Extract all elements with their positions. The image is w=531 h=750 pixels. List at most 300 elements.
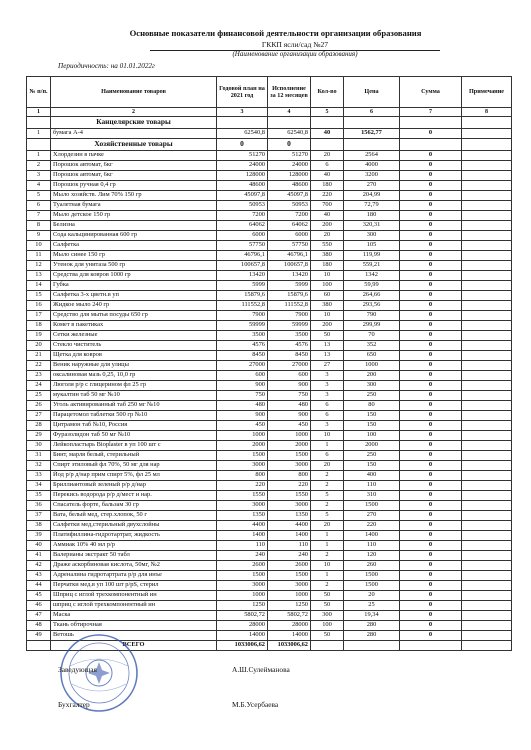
section-label: Хозяйственные товары bbox=[51, 139, 217, 151]
row-number: 3 bbox=[27, 171, 51, 181]
row-note bbox=[462, 391, 512, 401]
row-sum: 0 bbox=[400, 191, 462, 201]
row-sum: 0 bbox=[400, 171, 462, 181]
row-price: 150 bbox=[344, 421, 400, 431]
column-number: 2 bbox=[51, 108, 217, 117]
row-price: 1342 bbox=[344, 271, 400, 281]
total-number bbox=[27, 641, 51, 651]
section-row-stationery bbox=[27, 117, 512, 129]
row-price: 110 bbox=[344, 481, 400, 491]
header-sum: Сумма bbox=[400, 77, 462, 108]
row-price: 300 bbox=[344, 381, 400, 391]
row-number: 34 bbox=[27, 481, 51, 491]
row-plan: 4400 bbox=[217, 521, 268, 531]
row-quantity: 1 bbox=[311, 541, 344, 551]
row-note bbox=[462, 541, 512, 551]
row-price: 200 bbox=[344, 371, 400, 381]
row-name: Веник наружные для улицы bbox=[51, 361, 217, 371]
row-execution: 1000 bbox=[268, 431, 311, 441]
row-plan: 110 bbox=[217, 541, 268, 551]
row-price: 220 bbox=[344, 521, 400, 531]
row-number: 15 bbox=[27, 291, 51, 301]
row-plan: 1500 bbox=[217, 451, 268, 461]
row-quantity: 1 bbox=[311, 441, 344, 451]
row-price: 559,21 bbox=[344, 261, 400, 271]
row-plan: 6000 bbox=[217, 231, 268, 241]
row-note bbox=[462, 441, 512, 451]
row-name: Порошок автомат, 6кг bbox=[51, 171, 217, 181]
row-sum: 0 bbox=[400, 211, 462, 221]
table-row bbox=[27, 231, 512, 241]
header-execution: Исполнение за 12 месяцев bbox=[268, 77, 311, 108]
row-note bbox=[462, 511, 512, 521]
table-row bbox=[27, 621, 512, 631]
row-execution: 4576 bbox=[268, 341, 311, 351]
row-number: 42 bbox=[27, 561, 51, 571]
row-number: 22 bbox=[27, 361, 51, 371]
row-note bbox=[462, 611, 512, 621]
row-number: 49 bbox=[27, 631, 51, 641]
row-price: 260 bbox=[344, 561, 400, 571]
row-number: 20 bbox=[27, 341, 51, 351]
signature-role-head: Заведующая bbox=[58, 665, 97, 674]
section-plan: 0 bbox=[217, 139, 268, 151]
row-execution: 220 bbox=[268, 481, 311, 491]
row-execution: 1500 bbox=[268, 571, 311, 581]
row-note bbox=[462, 491, 512, 501]
row-execution: 13420 bbox=[268, 271, 311, 281]
row-number: 19 bbox=[27, 331, 51, 341]
row-quantity: 2 bbox=[311, 481, 344, 491]
row-price: 1400 bbox=[344, 531, 400, 541]
row-quantity: 300 bbox=[311, 611, 344, 621]
row-execution: 7900 bbox=[268, 311, 311, 321]
total-label: ВСЕГО bbox=[51, 641, 217, 651]
row-plan: 1550 bbox=[217, 491, 268, 501]
row-price: 80 bbox=[344, 401, 400, 411]
row-name: Уголь активированный таб 250 мг №10 bbox=[51, 401, 217, 411]
row-quantity: 2 bbox=[311, 551, 344, 561]
row-execution: 24000 bbox=[268, 161, 311, 171]
row-execution: 900 bbox=[268, 381, 311, 391]
row-price: 250 bbox=[344, 391, 400, 401]
row-number: 48 bbox=[27, 621, 51, 631]
total-plan: 1033006,62 bbox=[217, 641, 268, 651]
header-plan: Годовой план на 2021 год bbox=[217, 77, 268, 108]
row-quantity: 10 bbox=[311, 431, 344, 441]
table-row bbox=[27, 561, 512, 571]
row-plan: 1350 bbox=[217, 511, 268, 521]
row-quantity: 3 bbox=[311, 371, 344, 381]
row-sum: 0 bbox=[400, 631, 462, 641]
row-price: 119,99 bbox=[344, 251, 400, 261]
table-row bbox=[27, 201, 512, 211]
row-plan: 3000 bbox=[217, 581, 268, 591]
row-note bbox=[462, 471, 512, 481]
total-execution: 1033006,62 bbox=[268, 641, 311, 651]
row-plan: 13420 bbox=[217, 271, 268, 281]
row-note bbox=[462, 591, 512, 601]
row-price: 320,31 bbox=[344, 221, 400, 231]
row-name: Салфетка 3-х цветн.в уп bbox=[51, 291, 217, 301]
table-row bbox=[27, 391, 512, 401]
row-sum: 0 bbox=[400, 351, 462, 361]
row-note bbox=[462, 311, 512, 321]
header-price: Цена bbox=[344, 77, 400, 108]
row-quantity: 200 bbox=[311, 321, 344, 331]
row-sum: 0 bbox=[400, 441, 462, 451]
row-number: 18 bbox=[27, 321, 51, 331]
row-plan: 900 bbox=[217, 411, 268, 421]
row-execution: 600 bbox=[268, 371, 311, 381]
row-plan: 240 bbox=[217, 551, 268, 561]
row-number: 40 bbox=[27, 541, 51, 551]
row-price: 270 bbox=[344, 181, 400, 191]
row-sum: 0 bbox=[400, 321, 462, 331]
row-plan: 750 bbox=[217, 391, 268, 401]
row-number: 21 bbox=[27, 351, 51, 361]
row-quantity: 50 bbox=[311, 631, 344, 641]
row-number: 13 bbox=[27, 271, 51, 281]
row-name: Хлордезин в пачке bbox=[51, 151, 217, 161]
row-number: 37 bbox=[27, 511, 51, 521]
row-note bbox=[462, 411, 512, 421]
row-sum: 0 bbox=[400, 551, 462, 561]
row-note bbox=[462, 181, 512, 191]
row-plan: 1400 bbox=[217, 531, 268, 541]
row-name: Утенок для унитаза 500 гр bbox=[51, 261, 217, 271]
row-number: 10 bbox=[27, 241, 51, 251]
row-price: 25 bbox=[344, 601, 400, 611]
row-number: 38 bbox=[27, 521, 51, 531]
row-execution: 128000 bbox=[268, 171, 311, 181]
row-name: Средство для мытья посуды 650 гр bbox=[51, 311, 217, 321]
row-name: Салфетки мед,стерильный двухслойны bbox=[51, 521, 217, 531]
row-sum: 0 bbox=[400, 381, 462, 391]
row-note bbox=[462, 581, 512, 591]
row-sum: 0 bbox=[400, 481, 462, 491]
row-quantity: 180 bbox=[311, 261, 344, 271]
row-sum: 0 bbox=[400, 541, 462, 551]
table-header-row bbox=[27, 77, 512, 108]
row-price: 790 bbox=[344, 311, 400, 321]
row-price: 1500 bbox=[344, 501, 400, 511]
row-sum: 0 bbox=[400, 251, 462, 261]
column-number: 3 bbox=[217, 108, 268, 117]
row-execution: 1550 bbox=[268, 491, 311, 501]
row-sum: 0 bbox=[400, 201, 462, 211]
row-number: 29 bbox=[27, 431, 51, 441]
table-row bbox=[27, 181, 512, 191]
row-sum: 0 bbox=[400, 371, 462, 381]
period-line: Периодичность: на 01.01.2022г bbox=[58, 62, 155, 70]
row-execution: 57750 bbox=[268, 241, 311, 251]
row-sum: 0 bbox=[400, 431, 462, 441]
table-row bbox=[27, 441, 512, 451]
row-plan: 7200 bbox=[217, 211, 268, 221]
row-quantity: 180 bbox=[311, 181, 344, 191]
row-number: 46 bbox=[27, 601, 51, 611]
row-execution: 64062 bbox=[268, 221, 311, 231]
row-note bbox=[462, 281, 512, 291]
row-name: Цитрамон таб №10, Россия bbox=[51, 421, 217, 431]
row-execution: 4400 bbox=[268, 521, 311, 531]
row-quantity: 220 bbox=[311, 191, 344, 201]
row-quantity: 20 bbox=[311, 461, 344, 471]
row-quantity: 6 bbox=[311, 401, 344, 411]
row-number: 9 bbox=[27, 231, 51, 241]
organization-name: ГККП ясли/сад №27 bbox=[150, 40, 440, 51]
row-price: 2564 bbox=[344, 151, 400, 161]
table-row bbox=[27, 361, 512, 371]
row-note bbox=[462, 261, 512, 271]
table-row bbox=[27, 271, 512, 281]
row-plan: 128000 bbox=[217, 171, 268, 181]
row-price: 1500 bbox=[344, 571, 400, 581]
row-name: Спирт этиловый фл 70%, 50 мг для нар bbox=[51, 461, 217, 471]
signature-name-accountant: М.Б.Усербаева bbox=[232, 700, 279, 709]
row-plan: 24000 bbox=[217, 161, 268, 171]
row-number: 24 bbox=[27, 381, 51, 391]
row-note bbox=[462, 551, 512, 561]
row-name: Вата, белый мед, стер.хлопок, 50 г bbox=[51, 511, 217, 521]
row-note bbox=[462, 211, 512, 221]
row-name: Мыло детское 150 гр bbox=[51, 211, 217, 221]
row-price: 70 bbox=[344, 331, 400, 341]
table-row bbox=[27, 151, 512, 161]
row-name: Фуразолидон таб 50 мг №10 bbox=[51, 431, 217, 441]
row-execution: 15879,6 bbox=[268, 291, 311, 301]
row-name: Драже аскорбиновая кислота, 50мг, №2 bbox=[51, 561, 217, 571]
row-price: 300 bbox=[344, 231, 400, 241]
row-quantity: 40 bbox=[311, 211, 344, 221]
table-row bbox=[27, 311, 512, 321]
row-price: 180 bbox=[344, 211, 400, 221]
row-quantity: 1 bbox=[311, 531, 344, 541]
row-quantity: 10 bbox=[311, 271, 344, 281]
row-plan: 3500 bbox=[217, 331, 268, 341]
table-row bbox=[27, 161, 512, 171]
row-quantity: 550 bbox=[311, 241, 344, 251]
row-quantity: 380 bbox=[311, 251, 344, 261]
row-note bbox=[462, 129, 512, 139]
row-name: бумага А-4 bbox=[51, 129, 217, 139]
row-execution: 62540,8 bbox=[268, 129, 311, 139]
row-name: Порошок ручная 0,4 гр bbox=[51, 181, 217, 191]
row-name: Губка bbox=[51, 281, 217, 291]
row-number: 2 bbox=[27, 161, 51, 171]
table-row bbox=[27, 211, 512, 221]
row-note bbox=[462, 431, 512, 441]
table-row bbox=[27, 341, 512, 351]
row-sum: 0 bbox=[400, 281, 462, 291]
table-row bbox=[27, 371, 512, 381]
signature-role-accountant: Бухгалтер bbox=[58, 700, 90, 709]
table-row bbox=[27, 591, 512, 601]
row-plan: 900 bbox=[217, 381, 268, 391]
section-execution: 0 bbox=[268, 139, 311, 151]
row-plan: 14000 bbox=[217, 631, 268, 641]
column-number: 5 bbox=[311, 108, 344, 117]
row-execution: 1000 bbox=[268, 591, 311, 601]
table-row bbox=[27, 491, 512, 501]
row-plan: 450 bbox=[217, 421, 268, 431]
row-number: 35 bbox=[27, 491, 51, 501]
row-sum: 0 bbox=[400, 291, 462, 301]
row-note bbox=[462, 601, 512, 611]
row-execution: 900 bbox=[268, 411, 311, 421]
row-number: 7 bbox=[27, 211, 51, 221]
row-quantity: 20 bbox=[311, 151, 344, 161]
row-sum: 0 bbox=[400, 611, 462, 621]
table-row bbox=[27, 129, 512, 139]
row-number: 47 bbox=[27, 611, 51, 621]
row-sum: 0 bbox=[400, 129, 462, 139]
table-row bbox=[27, 381, 512, 391]
column-number: 7 bbox=[400, 108, 462, 117]
row-execution: 46796,1 bbox=[268, 251, 311, 261]
row-quantity: 40 bbox=[311, 129, 344, 139]
row-sum: 0 bbox=[400, 571, 462, 581]
row-number: 16 bbox=[27, 301, 51, 311]
row-sum: 0 bbox=[400, 311, 462, 321]
row-name: Комет в пакетиках bbox=[51, 321, 217, 331]
row-plan: 45097,8 bbox=[217, 191, 268, 201]
row-name: Щетка для ковров bbox=[51, 351, 217, 361]
row-plan: 5999 bbox=[217, 281, 268, 291]
total-note bbox=[462, 641, 512, 651]
row-name: оксалиновая мазь 0,25, 10,0 гр bbox=[51, 371, 217, 381]
row-note bbox=[462, 561, 512, 571]
row-note bbox=[462, 341, 512, 351]
column-number: 6 bbox=[344, 108, 400, 117]
row-name: Мыло хозяйств. Лим 70% 150 гр bbox=[51, 191, 217, 201]
row-number: 43 bbox=[27, 571, 51, 581]
table-row bbox=[27, 451, 512, 461]
row-price: 299,99 bbox=[344, 321, 400, 331]
signature-name-head: А.Ш.Сулейманова bbox=[232, 665, 290, 674]
financial-table bbox=[26, 76, 512, 651]
total-quantity bbox=[311, 641, 344, 651]
row-name: Парацетомол таблетки 500 гр №10 bbox=[51, 411, 217, 421]
row-number: 28 bbox=[27, 421, 51, 431]
row-quantity: 13 bbox=[311, 341, 344, 351]
row-sum: 0 bbox=[400, 521, 462, 531]
row-price: 120 bbox=[344, 551, 400, 561]
row-name: Валерианы экстракт 50 табл bbox=[51, 551, 217, 561]
row-price: 204,99 bbox=[344, 191, 400, 201]
row-price: 150 bbox=[344, 461, 400, 471]
row-price: 293,56 bbox=[344, 301, 400, 311]
row-sum: 0 bbox=[400, 601, 462, 611]
row-execution: 2600 bbox=[268, 561, 311, 571]
row-sum: 0 bbox=[400, 501, 462, 511]
row-number: 26 bbox=[27, 401, 51, 411]
row-execution: 1250 bbox=[268, 601, 311, 611]
row-name: Мыло синее 150 гр bbox=[51, 251, 217, 261]
row-quantity: 50 bbox=[311, 601, 344, 611]
row-price: 72,79 bbox=[344, 201, 400, 211]
row-plan: 5802,72 bbox=[217, 611, 268, 621]
column-number: 4 bbox=[268, 108, 311, 117]
table-row bbox=[27, 191, 512, 201]
row-quantity: 6 bbox=[311, 161, 344, 171]
table-row bbox=[27, 431, 512, 441]
row-number: 33 bbox=[27, 471, 51, 481]
table-row bbox=[27, 611, 512, 621]
row-number: 1 bbox=[27, 129, 51, 139]
row-quantity: 700 bbox=[311, 201, 344, 211]
row-name: Жидкое мыло 240 гр bbox=[51, 301, 217, 311]
row-name: Лейкопластырь Bioplaster в уп 100 шт с bbox=[51, 441, 217, 451]
row-plan: 4576 bbox=[217, 341, 268, 351]
table-row bbox=[27, 501, 512, 511]
row-note bbox=[462, 201, 512, 211]
row-note bbox=[462, 241, 512, 251]
row-note bbox=[462, 521, 512, 531]
row-plan: 57750 bbox=[217, 241, 268, 251]
table-row bbox=[27, 281, 512, 291]
row-plan: 46796,1 bbox=[217, 251, 268, 261]
row-price: 100 bbox=[344, 431, 400, 441]
table-row bbox=[27, 421, 512, 431]
row-price: 20 bbox=[344, 591, 400, 601]
row-sum: 0 bbox=[400, 161, 462, 171]
row-price: 59,99 bbox=[344, 281, 400, 291]
row-quantity: 3 bbox=[311, 421, 344, 431]
row-execution: 480 bbox=[268, 401, 311, 411]
row-execution: 6000 bbox=[268, 231, 311, 241]
row-quantity: 2 bbox=[311, 471, 344, 481]
row-quantity: 380 bbox=[311, 301, 344, 311]
row-sum: 0 bbox=[400, 531, 462, 541]
row-note bbox=[462, 151, 512, 161]
row-price: 250 bbox=[344, 451, 400, 461]
row-execution: 3000 bbox=[268, 501, 311, 511]
row-price: 270 bbox=[344, 511, 400, 521]
row-price: 1562,77 bbox=[344, 129, 400, 139]
row-name: Адреналина гидротартрата р/р для инъе bbox=[51, 571, 217, 581]
row-sum: 0 bbox=[400, 461, 462, 471]
row-name: Маска bbox=[51, 611, 217, 621]
row-execution: 27000 bbox=[268, 361, 311, 371]
row-name: Сода кальцинированная 600 гр bbox=[51, 231, 217, 241]
table-row bbox=[27, 411, 512, 421]
row-execution: 240 bbox=[268, 551, 311, 561]
row-name: Салфетка bbox=[51, 241, 217, 251]
organization-caption: (Наименование организации образования) bbox=[232, 50, 358, 58]
row-sum: 0 bbox=[400, 271, 462, 281]
row-plan: 480 bbox=[217, 401, 268, 411]
row-plan: 220 bbox=[217, 481, 268, 491]
row-quantity: 40 bbox=[311, 171, 344, 181]
row-execution: 7200 bbox=[268, 211, 311, 221]
row-quantity: 6 bbox=[311, 411, 344, 421]
row-number: 44 bbox=[27, 581, 51, 591]
row-price: 352 bbox=[344, 341, 400, 351]
row-name: Бинт, марля белый, стерильный bbox=[51, 451, 217, 461]
table-row bbox=[27, 581, 512, 591]
row-number: 27 bbox=[27, 411, 51, 421]
row-note bbox=[462, 381, 512, 391]
row-note bbox=[462, 371, 512, 381]
row-number: 5 bbox=[27, 191, 51, 201]
row-quantity: 60 bbox=[311, 291, 344, 301]
row-note bbox=[462, 421, 512, 431]
row-name: Туалетная бумага bbox=[51, 201, 217, 211]
row-plan: 1500 bbox=[217, 571, 268, 581]
row-note bbox=[462, 401, 512, 411]
